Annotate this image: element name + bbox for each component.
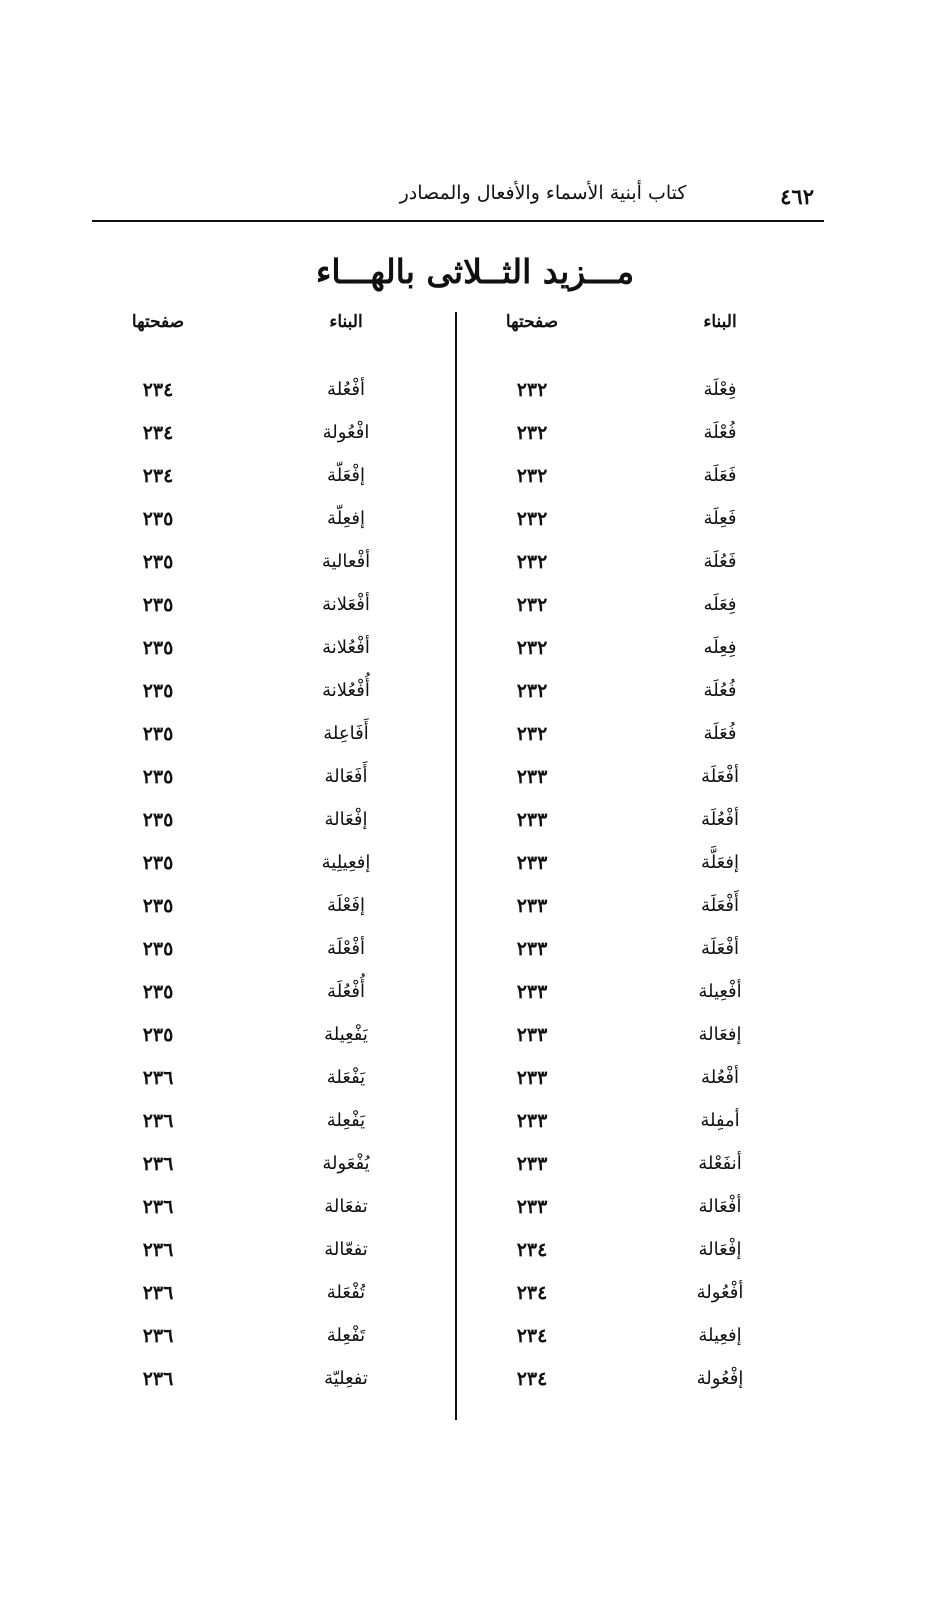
page-reference: ٢٣٥ [142,852,174,874]
page-reference: ٢٣٦ [142,1153,174,1175]
page-reference: ٢٣٣ [516,938,548,960]
pattern-form: أُفْعُلَة [327,981,365,1002]
page-reference: ٢٣٢ [516,379,548,401]
pattern-form: إفعَلَّة [701,852,739,873]
right-page-header: صفحتها [505,312,559,332]
page-reference: ٢٣٥ [142,594,174,616]
page-reference: ٢٣٢ [516,465,548,487]
right-form-header: البناء [703,312,737,332]
page-reference: ٢٣٢ [516,680,548,702]
page-reference: ٢٣٤ [142,379,174,401]
pattern-form: يَفْعَلة [326,1067,366,1088]
pattern-form: يَفْعِيلة [324,1024,368,1045]
pattern-form: إفعِيلِية [321,852,371,873]
page-reference: ٢٣٤ [516,1368,548,1390]
page-reference: ٢٣٤ [516,1325,548,1347]
page-reference: ٢٣٤ [516,1282,548,1304]
pattern-form: أفْعُلة [327,379,365,400]
pattern-form: فَعِلَة [703,508,737,529]
pattern-form: فُعَلَة [703,723,737,744]
pattern-form: إفْعُولة [696,1368,744,1389]
page-reference: ٢٣٥ [142,1024,174,1046]
page-reference: ٢٣٥ [142,895,174,917]
pattern-form: إفعَالة [698,1024,742,1045]
page-reference: ٢٣٢ [516,508,548,530]
pattern-form: أفْعَالة [698,1196,742,1217]
page-reference: ٢٣٥ [142,766,174,788]
page-reference: ٢٣٢ [516,723,548,745]
pattern-form: فَعَلَة [703,465,737,486]
left-page-header: صفحتها [131,312,185,332]
left-page-column [78,376,238,1408]
page-reference: ٢٣٤ [142,465,174,487]
pattern-form: أفْعُلَة [701,809,739,830]
page-reference: ٢٣٤ [142,422,174,444]
pattern-form: تفعِليّة [324,1368,368,1389]
pattern-form: أفْعَلانة [322,594,370,615]
pattern-form: أَفَعَالة [324,766,368,787]
pattern-form: افْعُولة [322,422,370,443]
page-reference: ٢٣٦ [142,1239,174,1261]
page-reference: ٢٣٥ [142,723,174,745]
right-page-column [452,376,612,1408]
pattern-form: أُفْعُلانة [322,680,370,701]
pattern-form: فُعْلَة [703,422,737,443]
pattern-form: أَفَاعِلة [323,723,369,744]
pattern-form: إفْعَالة [698,1239,742,1260]
pattern-form: فَعُلَة [703,551,737,572]
page-reference: ٢٣٣ [516,1196,548,1218]
pattern-form: تَفْعِلة [326,1325,366,1346]
pattern-form: فِعِلَه [703,637,737,658]
right-form-column [640,376,800,1408]
page-reference: ٢٣٣ [516,1024,548,1046]
left-form-header: البناء [329,312,363,332]
page-reference: ٢٣٣ [516,895,548,917]
page-reference: ٢٣٣ [516,1110,548,1132]
running-title: كتاب أبنية الأسماء والأفعال والمصادر [399,182,687,204]
page-reference: ٢٣٥ [142,809,174,831]
pattern-form: أمفِلة [700,1110,740,1131]
page-reference: ٢٣٢ [516,422,548,444]
page-reference: ٢٣٥ [142,981,174,1003]
page-reference: ٢٣٣ [516,809,548,831]
page-reference: ٢٣٢ [516,551,548,573]
page-reference: ٢٣٥ [142,938,174,960]
pattern-form: أفْعُولة [696,1282,744,1303]
pattern-form: فِعَلَه [703,594,737,615]
pattern-form: يُفْعَولة [322,1153,370,1174]
page-reference: ٢٣٦ [142,1110,174,1132]
pattern-form: أنفَعْلة [698,1153,742,1174]
page-reference: ٢٣٣ [516,981,548,1003]
pattern-form: يَفْعِلة [326,1110,366,1131]
pattern-form: أفْعْلَة [327,938,365,959]
page-reference: ٢٣٥ [142,508,174,530]
page-reference: ٢٣٢ [516,637,548,659]
pattern-form: أفْعَلَة [701,766,739,787]
page-reference: ٢٣٥ [142,680,174,702]
page-header [92,184,824,212]
page-reference: ٢٣٣ [516,766,548,788]
page-reference: ٢٣٢ [516,594,548,616]
pattern-form: فُعُلَة [703,680,737,701]
page-reference: ٢٣٦ [142,1368,174,1390]
pattern-form: تفعَالة [324,1196,368,1217]
pattern-form: إفعِيلة [698,1325,742,1346]
pattern-form: تفعّالة [324,1239,368,1260]
pattern-form: أفْعَلَة [701,938,739,959]
pattern-form: فِعْلَة [703,379,737,400]
pattern-form: إفَعْلَة [327,895,365,916]
page-reference: ٢٣٦ [142,1067,174,1089]
header-rule [92,220,824,222]
section-title: مـــزيد الثــلاثى بالهـــاء [315,252,635,291]
pattern-form: تُفْعَلة [326,1282,366,1303]
page-reference: ٢٣٦ [142,1325,174,1347]
pattern-form: أَفْعَلَة [701,895,739,916]
page-reference: ٢٣٤ [516,1239,548,1261]
page-reference: ٢٣٣ [516,852,548,874]
page-reference: ٢٣٦ [142,1282,174,1304]
page-reference: ٢٣٥ [142,551,174,573]
page-number: ٤٦٢ [780,184,814,209]
pattern-form: إفْعَالة [324,809,368,830]
page-reference: ٢٣٦ [142,1196,174,1218]
left-form-column [266,376,426,1408]
page-reference: ٢٣٥ [142,637,174,659]
pattern-form: إفْعَلّة [327,465,365,486]
pattern-form: إفعِلّة [327,508,365,529]
page-reference: ٢٣٣ [516,1153,548,1175]
pattern-form: أفْعُلانة [322,637,370,658]
pattern-form: أفْعالية [321,551,371,572]
page-reference: ٢٣٣ [516,1067,548,1089]
pattern-form: أفْعُلة [701,1067,739,1088]
pattern-form: أفْعِيلة [698,981,742,1002]
